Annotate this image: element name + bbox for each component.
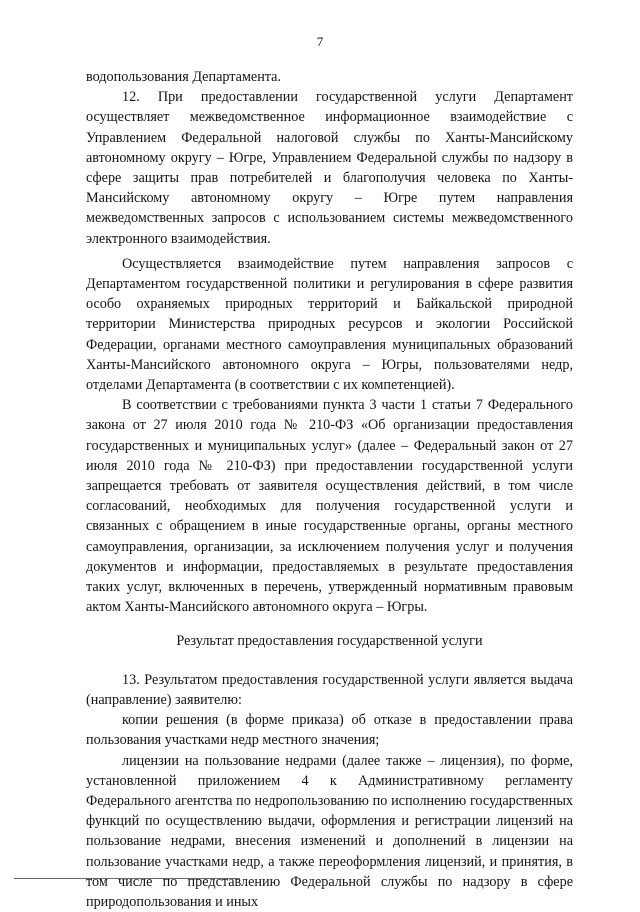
document-body (86, 67, 573, 912)
paragraph-license: лицензии на пользование недрами (далее также – лицензия), по форме, установленной приложением 4 к Административному регламенту Федерального агентства по недропользованию по исполнению государственных функций по осуществлению выдачи, оформления и регистрации лицензий на пользование недрами, внесения изменений и дополнений в лицензии на пользование участками недр, а также переоформления лицензий, и принятия, в том числе по представлению Федеральной службы по надзору в сфере природопользования и иных (86, 751, 573, 912)
paragraph-continuation: водопользования Департамента. (86, 67, 573, 87)
page-number: 7 (0, 34, 640, 50)
paragraph-federal-law: В соответствии с требованиями пункта 3 части 1 статьи 7 Федерального закона от 27 июля 2010 года № 210-ФЗ «Об организации предоставления государственных и муниципальных услуг» (далее – Федеральный закон от 27 июля 2010 года № 210-ФЗ) при предоставлении государственной услуги запрещается требовать от заявителя осуществления действий, в том числе согласований, необходимых для получения государственной услуги и связанных с обращением в иные государственные органы, органы местного самоуправления, организации, за исключением получения услуг и получения документов и информации, предоставляемых в результате предоставления таких услуг, включенных в перечень, утвержденный нормативным правовым актом Ханты-Мансийского автономного округа – Югры. (86, 395, 573, 617)
paragraph-12: 12. При предоставлении государственной услуги Департамент осуществляет межведомственное информационное взаимодействие с Управлением Федеральной налоговой службы по Ханты-Мансийскому автономному округу – Югре, Управлением Федеральной службы по надзору в сфере защиты прав потребителей и благополучия человека по Ханты-Мансийскому автономному округу – Югре путем направления межведомственных запросов с использованием системы межведомственного электронного взаимодействия. (86, 87, 573, 249)
footer-rule (14, 878, 240, 879)
paragraph-interaction: Осуществляется взаимодействие путем направления запросов с Департаментом государственной политики и регулирования в сфере развития особо охраняемых природных территорий и Байкальской природной территории Министерства природных ресурсов и экологии Российской Федерации, органами местного самоуправления муниципальных образований Ханты-Мансийского автономного округа – Югры, пользователями недр, отделами Департамента (в соответствии с их компетенцией). (86, 254, 573, 395)
paragraph-13: 13. Результатом предоставления государственной услуги является выдача (направление) заявителю: (86, 670, 573, 710)
section-heading: Результат предоставления государственной услуги (86, 631, 573, 651)
paragraph-refusal-copy: копии решения (в форме приказа) об отказе в предоставлении права пользования участками недр местного значения; (86, 710, 573, 750)
